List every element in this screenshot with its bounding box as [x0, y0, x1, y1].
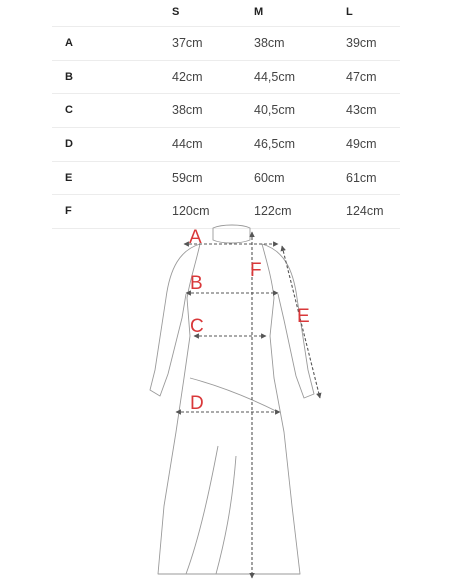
table-row — [52, 162, 400, 196]
table-cell: 44cm — [172, 137, 203, 152]
row-label: E — [65, 171, 73, 184]
label-e: E — [297, 306, 310, 327]
table-cell: 44,5cm — [254, 69, 295, 84]
label-c: C — [190, 316, 204, 337]
table-cell: 38cm — [254, 36, 285, 50]
label-d: D — [190, 393, 204, 414]
table-cell: 49cm — [346, 137, 377, 152]
dress-skirt-fold — [186, 446, 218, 574]
label-a: A — [189, 227, 202, 248]
table-cell: 46,5cm — [254, 137, 295, 152]
measurement-labels — [189, 227, 310, 414]
dress-neck — [213, 225, 250, 243]
table-cell: 42cm — [172, 69, 203, 84]
row-label: B — [65, 70, 73, 83]
table-cell: 39cm — [346, 36, 377, 50]
column-header-l: L — [346, 6, 353, 18]
table-cell: 38cm — [172, 103, 203, 118]
table-cell: 59cm — [172, 170, 203, 185]
table-row — [52, 61, 400, 95]
row-label: F — [65, 205, 72, 218]
row-label: D — [65, 138, 73, 151]
table-cell: 37cm — [172, 36, 203, 50]
size-table — [52, 0, 400, 229]
dress-skirt-fold — [216, 456, 236, 574]
column-header-m: M — [254, 6, 264, 18]
table-cell: 120cm — [172, 204, 210, 219]
table-row — [52, 27, 400, 61]
table-cell: 60cm — [254, 170, 285, 185]
table-cell: 47cm — [346, 69, 377, 84]
label-b: B — [190, 273, 203, 294]
row-label: A — [65, 37, 73, 49]
size-table-header — [52, 0, 400, 27]
table-cell: 40,5cm — [254, 103, 295, 118]
column-header-s: S — [172, 6, 180, 18]
table-cell: 124cm — [346, 204, 384, 219]
table-cell: 122cm — [254, 204, 292, 219]
label-f: F — [250, 260, 262, 281]
table-cell: 43cm — [346, 103, 377, 118]
table-cell: 61cm — [346, 170, 377, 185]
table-row — [52, 128, 400, 162]
dress-measurement-diagram — [0, 218, 452, 584]
row-label: C — [65, 104, 73, 117]
table-row — [52, 94, 400, 128]
